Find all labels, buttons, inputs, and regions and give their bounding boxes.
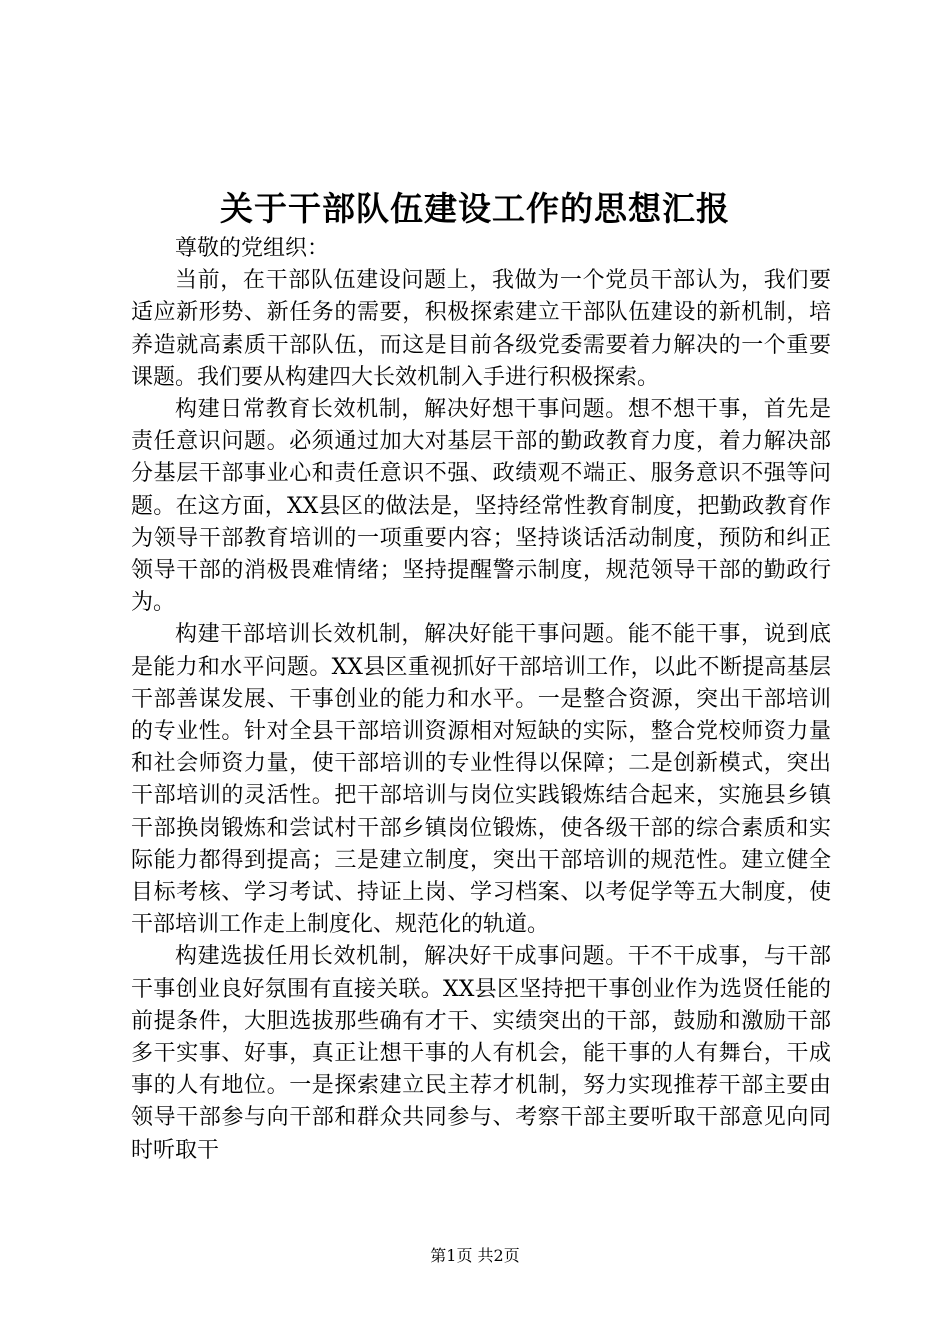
paragraph-intro: 当前，在干部队伍建设问题上，我做为一个党员干部认为，我们要适应新形势、新任务的需要，积极探索建立干部队伍建设的新机制，培养造就高素质干部队伍，而这是目前各级党委需要着力解决的一个重要课题。我们要从构建四大长效机制入手进行积极探索。 (131, 268, 831, 390)
document-body (131, 233, 831, 1167)
page-number-footer: 第1页 共2页 (430, 1246, 520, 1265)
document-title: 关于干部队伍建设工作的思想汇报 (220, 189, 730, 228)
salutation: 尊敬的党组织： (175, 236, 330, 261)
paragraph-education: 构建日常教育长效机制，解决好想干事问题。想不想干事，首先是责任意识问题。必须通过加大对基层干部的勤政教育力度，着力解决部分基层干部事业心和责任意识不强、政绩观不端正、服务意识不强等问题。在这方面，XX县区的做法是，坚持经常性教育制度，把勤政教育作为领导干部教育培训的一项重要内容；坚持谈话活动制度，预防和纠正领导干部的消极畏难情绪；坚持提醒警示制度，规范领导干部的勤政行为。 (131, 397, 831, 616)
paragraph-training: 构建干部培训长效机制，解决好能干事问题。能不能干事，说到底是能力和水平问题。XX县区重视抓好干部培训工作，以此不断提高基层干部善谋发展、干事创业的能力和水平。一是整合资源，突出干部培训的专业性。针对全县干部培训资源相对短缺的实际，整合党校师资力量和社会师资力量，使干部培训的专业性得以保障；二是创新模式，突出干部培训的灵活性。把干部培训与岗位实践锻炼结合起来，实施县乡镇干部换岗锻炼和尝试村干部乡镇岗位锻炼，使各级干部的综合素质和实际能力都得到提高；三是建立制度，突出干部培训的规范性。建立健全目标考核、学习考试、持证上岗、学习档案、以考促学等五大制度，使干部培训工作走上制度化、规范化的轨道。 (131, 622, 831, 938)
paragraph-selection: 构建选拔任用长效机制，解决好干成事问题。干不干成事，与干部干事创业良好氛围有直接关联。XX县区坚持把干事创业作为选贤任能的前提条件，大胆选拔那些确有才干、实绩突出的干部，鼓励和激励干部多干实事、好事，真正让想干事的人有机会，能干事的人有舞台，干成事的人有地位。一是探索建立民主荐才机制，努力实现推荐干部主要由领导干部参与向干部和群众共同参与、考察干部主要听取干部意见向同时听取干 (131, 944, 831, 1163)
